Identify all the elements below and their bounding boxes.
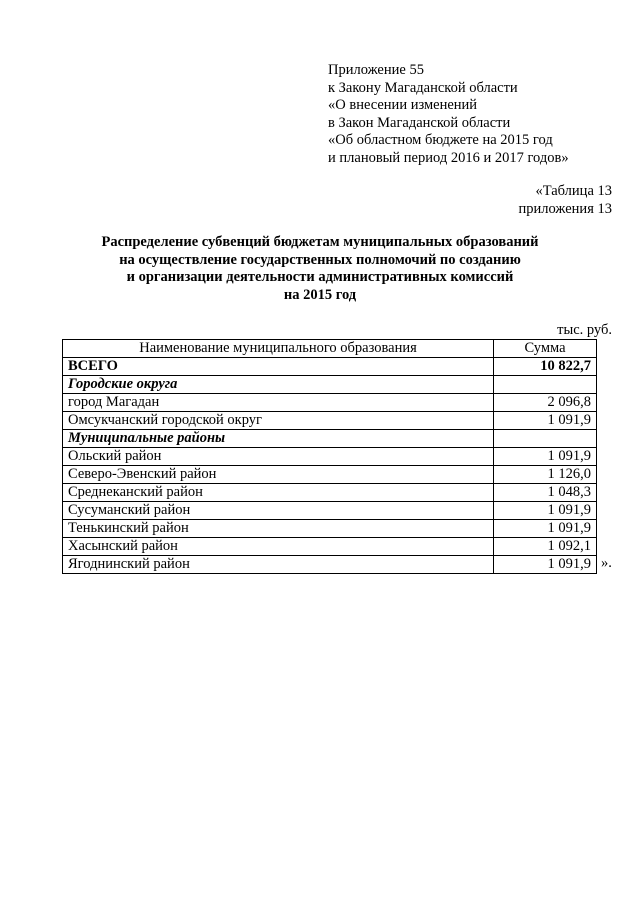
units-label: тыс. руб.	[557, 322, 612, 338]
table-header-row	[63, 340, 597, 358]
row-name: город Магадан	[63, 394, 494, 412]
row-name: Тенькинский район	[63, 520, 494, 538]
row-amount: 1 048,3	[494, 484, 597, 502]
table-row	[63, 448, 597, 466]
subvention-table	[62, 339, 597, 574]
title-line: Распределение субвенций бюджетам муниципальных образований	[101, 234, 539, 250]
table-row	[63, 502, 597, 520]
appendix-line: «О внесении изменений	[328, 97, 478, 113]
table-row	[63, 556, 597, 574]
table-row	[63, 538, 597, 556]
header-name: Наименование муниципального образования	[63, 340, 494, 358]
table-row-group	[63, 430, 597, 448]
row-name: Северо-Эвенский район	[63, 466, 494, 484]
appendix-line: Приложение 55	[328, 62, 424, 78]
row-amount: 1 126,0	[494, 466, 597, 484]
appendix-line: и плановый период 2016 и 2017 годов»	[328, 149, 569, 166]
row-amount: 1 091,9	[494, 556, 597, 574]
row-name: Муниципальные районы	[63, 430, 494, 448]
row-name: Среднеканский район	[63, 484, 494, 502]
title-line: на осуществление государственных полномочий по созданию	[119, 251, 521, 268]
row-name: Омсукчанский городской округ	[63, 412, 494, 430]
row-amount: 2 096,8	[494, 394, 597, 412]
appendix-line: в Закон Магаданской области	[328, 114, 511, 131]
row-amount: 1 091,9	[494, 520, 597, 538]
table-row-total	[63, 358, 597, 376]
row-name: Хасынский район	[63, 538, 494, 556]
document-title	[60, 234, 580, 304]
appendix-header	[328, 62, 628, 167]
table-row	[63, 466, 597, 484]
table-row-group	[63, 376, 597, 394]
row-name: Городские округа	[63, 376, 494, 394]
table-row	[63, 484, 597, 502]
row-name: Сусуманский район	[63, 502, 494, 520]
row-name: Ягоднинский район	[63, 556, 494, 574]
title-line: на 2015 год	[283, 286, 357, 303]
row-amount	[494, 430, 597, 448]
table-reference-line: «Таблица 13	[535, 183, 612, 199]
row-amount: 1 091,9	[494, 412, 597, 430]
row-amount: 10 822,7	[494, 358, 597, 376]
closing-quote-mark: ».	[601, 555, 612, 571]
table-reference-line: приложения 13	[518, 200, 612, 217]
table-row	[63, 520, 597, 538]
header-amount: Сумма	[494, 340, 597, 358]
table-row	[63, 394, 597, 412]
row-amount	[494, 376, 597, 394]
row-amount: 1 091,9	[494, 502, 597, 520]
row-amount: 1 092,1	[494, 538, 597, 556]
appendix-line: «Об областном бюджете на 2015 год	[328, 132, 553, 148]
row-name: ВСЕГО	[63, 358, 494, 376]
appendix-line: к Закону Магаданской области	[328, 79, 518, 96]
row-name: Ольский район	[63, 448, 494, 466]
table-row	[63, 412, 597, 430]
title-line: и организации деятельности административных комиссий	[126, 269, 514, 285]
row-amount: 1 091,9	[494, 448, 597, 466]
table-reference	[519, 183, 612, 218]
